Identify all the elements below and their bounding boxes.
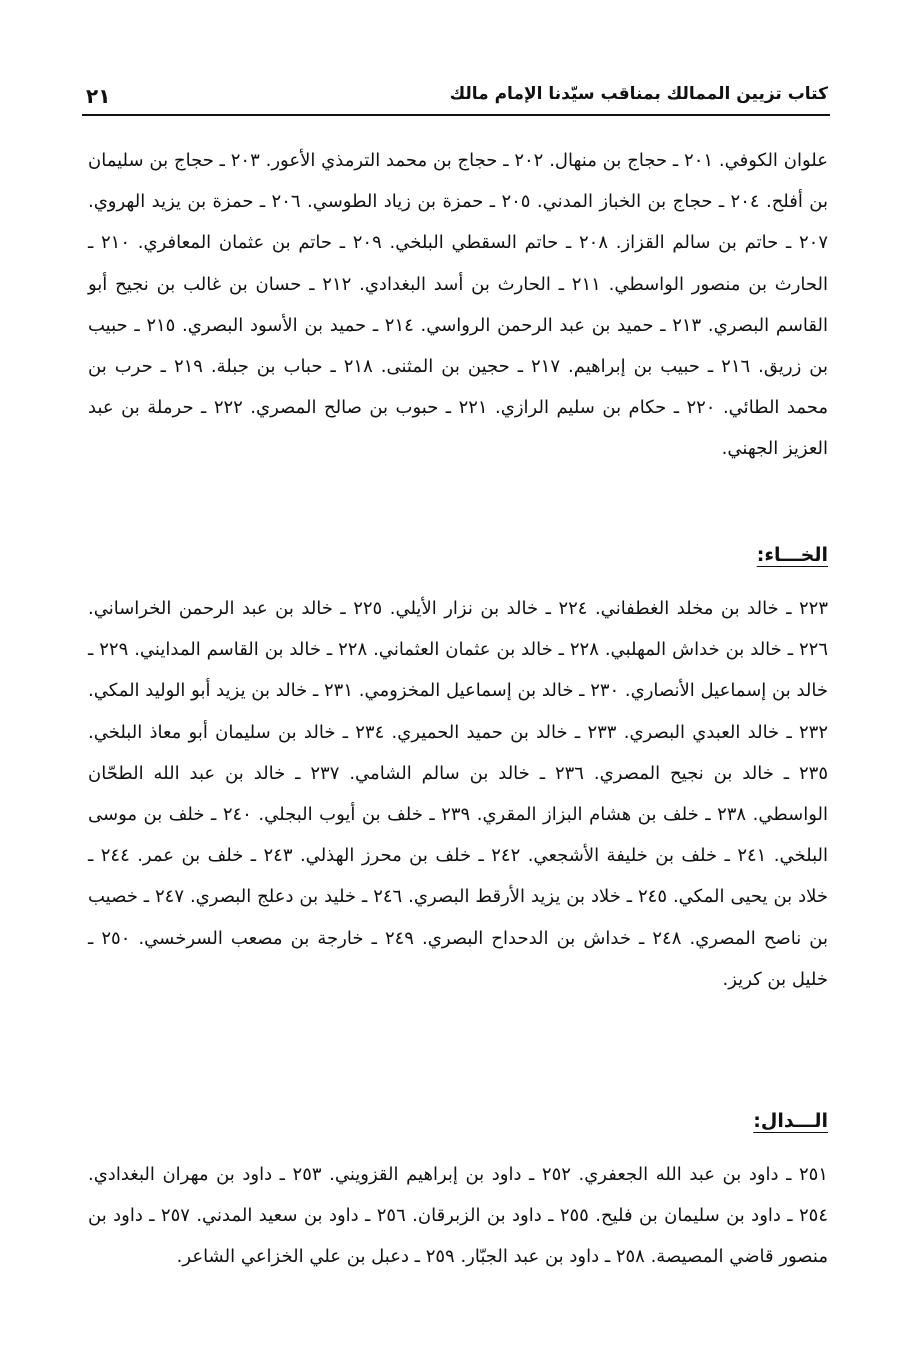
section-heading-dal	[88, 1110, 828, 1154]
intro-paragraph: علوان الكوفي. ٢٠١ ـ حجاج بن منهال. ٢٠٢ ـ حجاج بن محمد الترمذي الأعور. ٢٠٣ ـ حجاج بن سليمان بن أفلح. ٢٠٤ ـ حجاج بن الخباز المدني. ٢٠٥ ـ حمزة بن زياد الطوسي. ٢٠٦ ـ حمزة بن يزيد الهروي. ٢٠٧ ـ حاتم بن سالم القزاز. ٢٠٨ ـ حاتم السقطي البلخي. ٢٠٩ ـ حاتم بن عثمان المعافري. ٢١٠ ـ الحارث بن منصور الواسطي. ٢١١ ـ الحارث بن أسد البغدادي. ٢١٢ ـ حسان بن غالب بن نجيح أبو القاسم البصري. ٢١٣ ـ حميد بن عبد الرحمن الرواسي. ٢١٤ ـ حميد بن الأسود البصري. ٢١٥ ـ حبيب بن زريق. ٢١٦ ـ حبيب بن إبراهيم. ٢١٧ ـ حجين بن المثنى. ٢١٨ ـ حباب بن جبلة. ٢١٩ ـ حرب بن محمد الطائي. ٢٢٠ ـ حكام بن سليم الرازي. ٢٢١ ـ حبوب بن صالح المصري. ٢٢٢ ـ حرملة بن عبد العزيز الجهني.	[88, 150, 829, 460]
section-heading-dal-label: الـــدال:	[753, 1110, 828, 1132]
page-header	[82, 84, 830, 116]
page-content	[88, 140, 828, 1278]
dal-paragraph: ٢٥١ ـ داود بن عبد الله الجعفري. ٢٥٢ ـ داود بن إبراهيم القزويني. ٢٥٣ ـ داود بن مهران البغدادي. ٢٥٤ ـ داود بن سليمان بن فليح. ٢٥٥ ـ داود بن الزبرقان. ٢٥٦ ـ داود بن سعيد المدني. ٢٥٧ ـ داود بن منصور قاضي المصيصة. ٢٥٨ ـ داود بن عبد الجبّار. ٢٥٩ ـ دعبل بن علي الخزاعي الشاعر.	[88, 1164, 828, 1268]
page-number: ٢١	[86, 84, 111, 108]
section-heading-kha	[88, 544, 828, 588]
section-heading-kha-label: الخـــاء:	[756, 544, 828, 566]
book-title: كتاب تزيين الممالك بمناقب سيّدنا الإمام مالك	[449, 84, 828, 104]
kha-paragraph: ٢٢٣ ـ خالد بن مخلد الغطفاني. ٢٢٤ ـ خالد بن نزار الأيلي. ٢٢٥ ـ خالد بن عبد الرحمن الخراساني. ٢٢٦ ـ خالد بن خداش المهلبي. ٢٢٨ ـ خالد بن عثمان العثماني. ٢٢٨ ـ خالد بن القاسم المدايني. ٢٢٩ ـ خالد بن إسماعيل الأنصاري. ٢٣٠ ـ خالد بن إسماعيل المخزومي. ٢٣١ ـ خالد بن يزيد أبو الوليد المكي. ٢٣٢ ـ خالد العبدي البصري. ٢٣٣ ـ خالد بن حميد الحميري. ٢٣٤ ـ خالد بن سليمان أبو معاذ البلخي. ٢٣٥ ـ خالد بن نجيح المصري. ٢٣٦ ـ خالد بن سالم الشامي. ٢٣٧ ـ خالد بن عبد الله الطحّان الواسطي. ٢٣٨ ـ خلف بن هشام البزاز المقري. ٢٣٩ ـ خلف بن أيوب البجلي. ٢٤٠ ـ خلف بن موسى البلخي. ٢٤١ ـ خلف بن خليفة الأشجعي. ٢٤٢ ـ خلف بن محرز الهذلي. ٢٤٣ ـ خلف بن عمر. ٢٤٤ ـ خلاد بن يحيى المكي. ٢٤٥ ـ خلاد بن يزيد الأرقط البصري. ٢٤٦ ـ خليد بن دعلج البصري. ٢٤٧ ـ خصيب بن ناصح المصري. ٢٤٨ ـ خداش بن الدحداح البصري. ٢٤٩ ـ خارجة بن مصعب السرخسي. ٢٥٠ ـ خليل بن كريز.	[88, 598, 829, 990]
